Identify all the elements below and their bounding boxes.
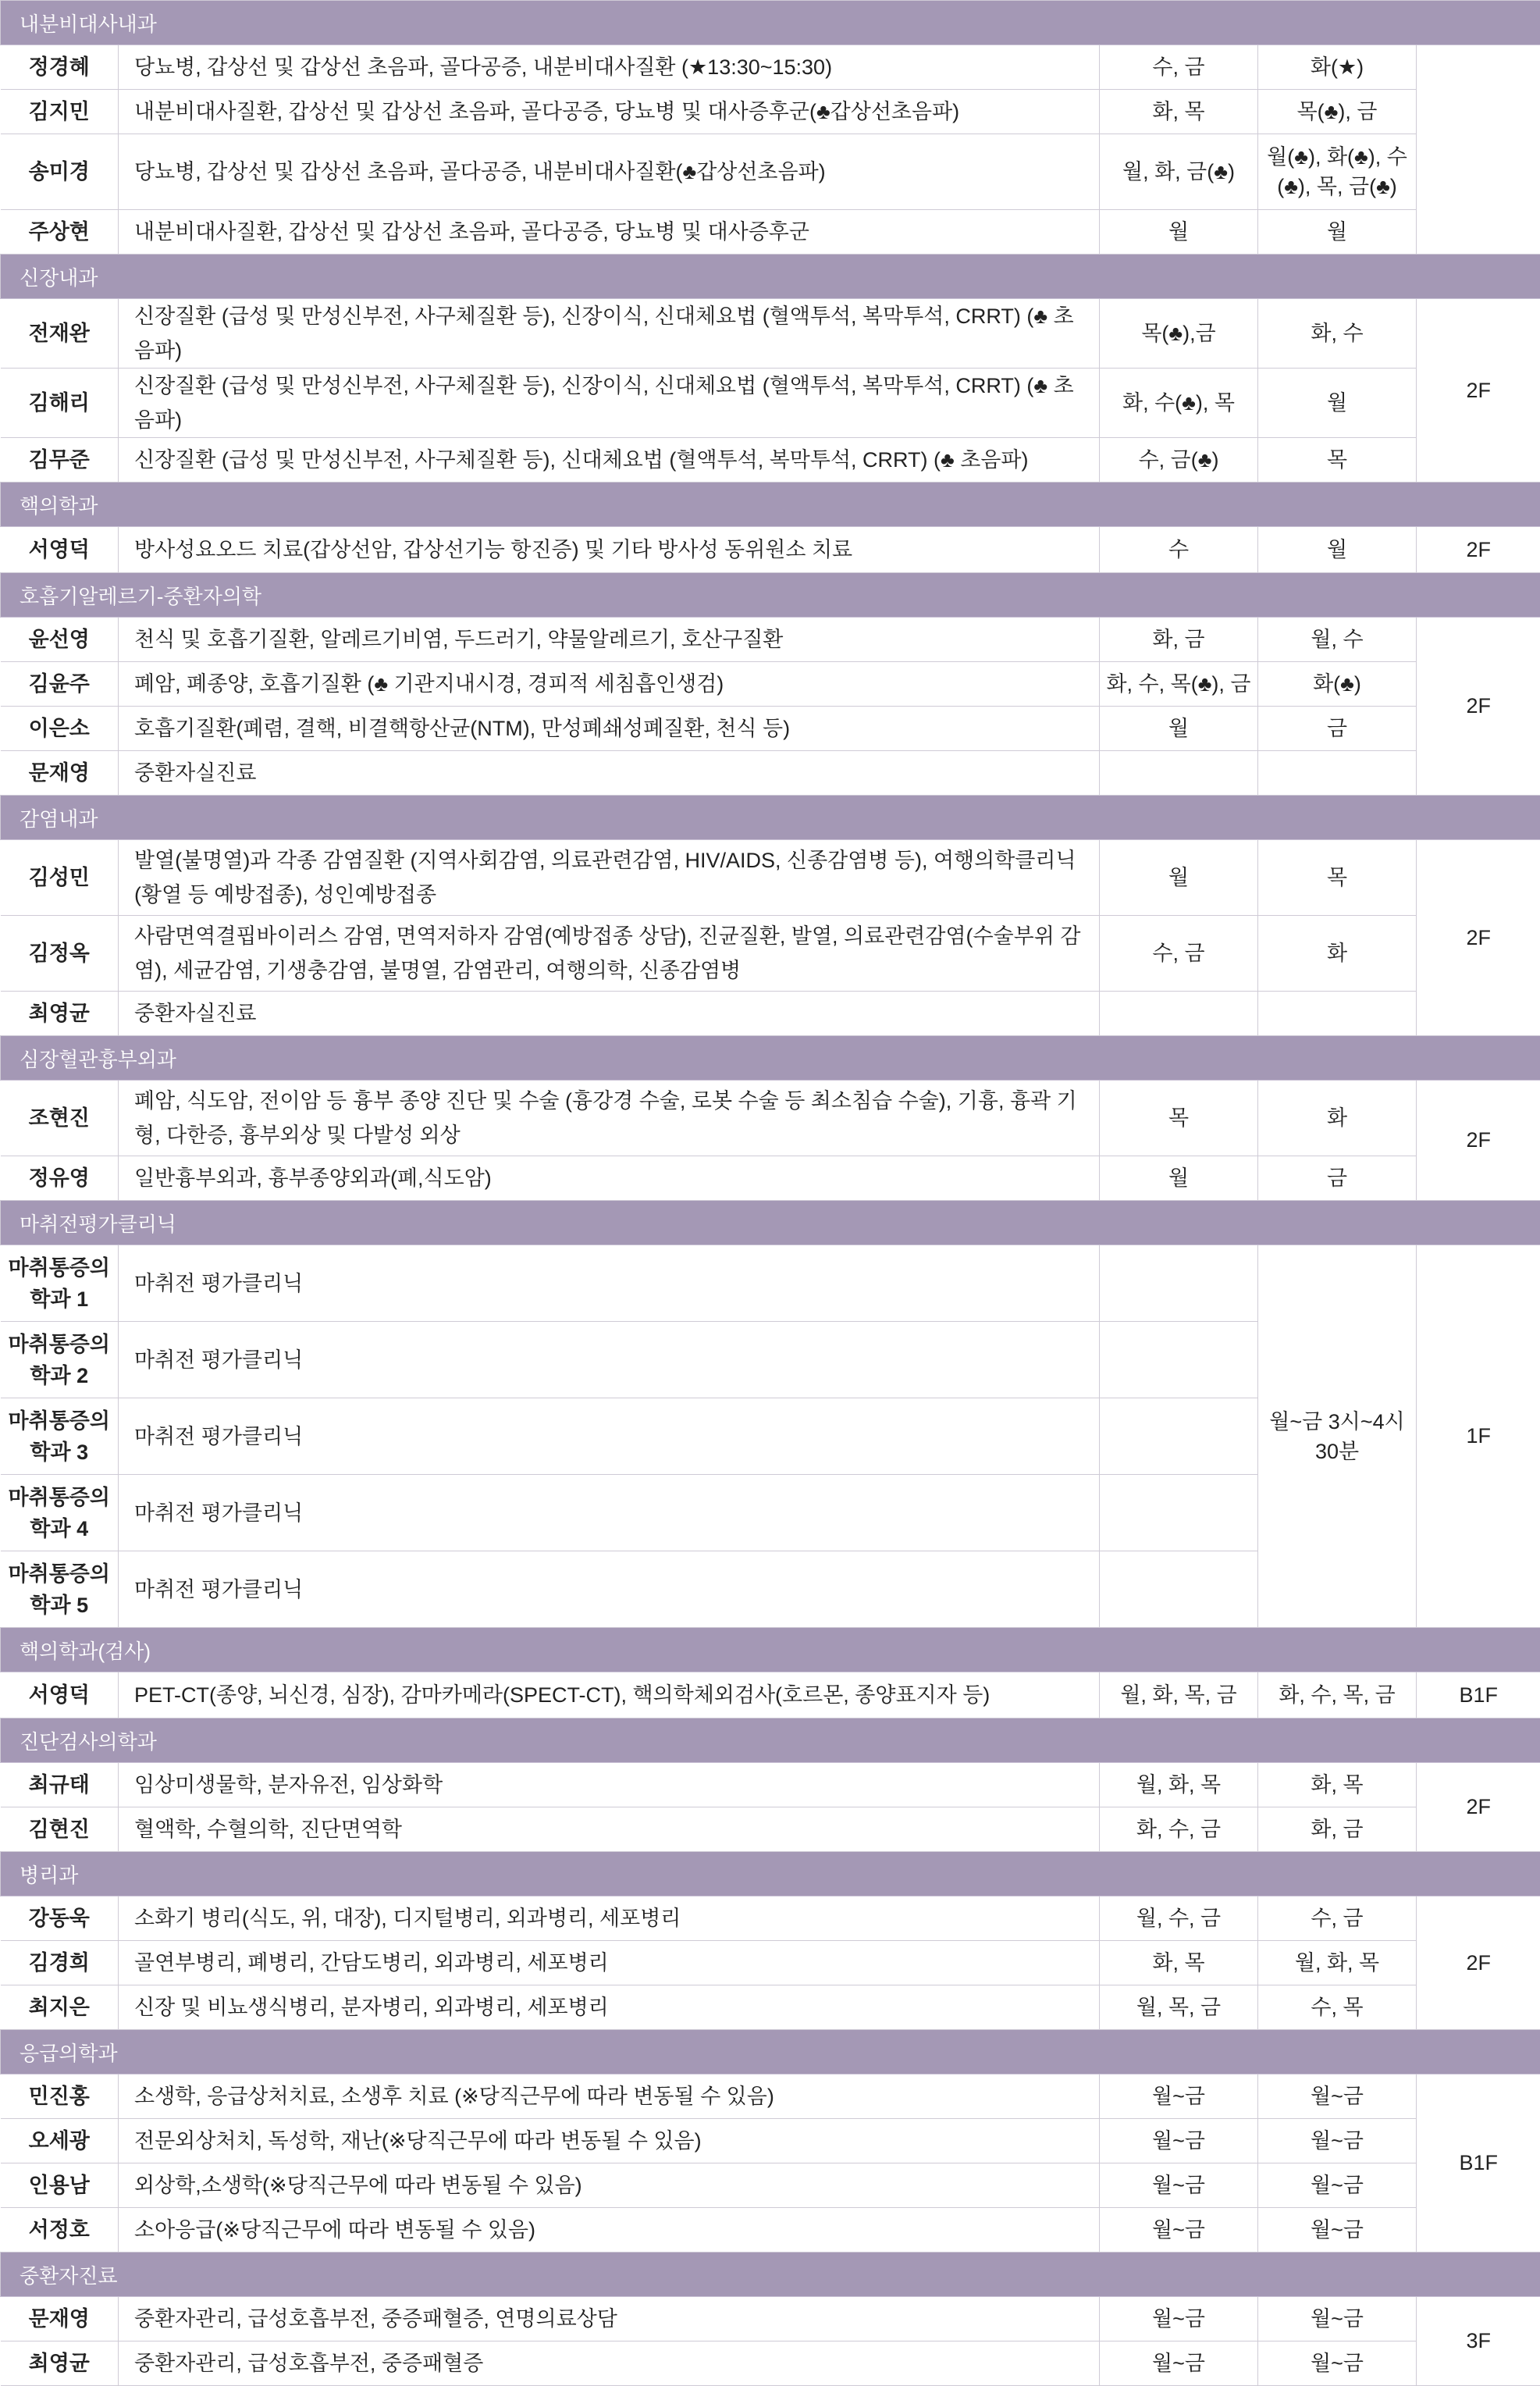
specialty: 일반흉부외과, 흉부종양외과(폐,식도암): [119, 1156, 1100, 1201]
dept-title: 병리과: [1, 1852, 1540, 1896]
table-row: [1, 90, 1540, 134]
doctor-name: 이은소: [1, 707, 119, 751]
doctor-name: 문재영: [1, 751, 119, 796]
specialty: 내분비대사질환, 갑상선 및 갑상선 초음파, 골다공증, 당뇨병 및 대사증후군(♣갑상선초음파): [119, 90, 1100, 134]
dept-title: 핵의학과: [1, 483, 1540, 527]
am-schedule: [1100, 1245, 1258, 1322]
table-row: [1, 751, 1540, 796]
doctor-name: 민진홍: [1, 2074, 119, 2119]
table-row: [1, 299, 1540, 369]
pm-schedule: 월, 화, 목: [1258, 1941, 1417, 1985]
table-row: [1, 134, 1540, 210]
location: 2F: [1417, 527, 1540, 573]
specialty: 중환자관리, 급성호흡부전, 중증패혈증, 연명의료상담: [119, 2297, 1100, 2341]
specialty: 방사성요오드 치료(갑상선암, 갑상선기능 항진증) 및 기타 방사성 동위원소 치료: [119, 527, 1100, 573]
pm-schedule: 월~금 3시~4시 30분: [1258, 1245, 1417, 1628]
table-row: [1, 2208, 1540, 2252]
am-schedule: 월~금: [1100, 2163, 1258, 2208]
doctor-name: 송미경: [1, 134, 119, 210]
am-schedule: 월~금: [1100, 2297, 1258, 2341]
specialty: 혈액학, 수혈의학, 진단면역학: [119, 1807, 1100, 1852]
am-schedule: 월: [1100, 707, 1258, 751]
table-row: [1, 2119, 1540, 2163]
am-schedule: 목: [1100, 1081, 1258, 1156]
doctor-name: 정경혜: [1, 45, 119, 90]
dept-header-endocrinology: [1, 1, 1540, 45]
pm-schedule: 금: [1258, 1156, 1417, 1201]
am-schedule: 화, 수, 목(♣), 금: [1100, 662, 1258, 707]
doctor-name: 마취통증의학과 3: [1, 1398, 119, 1475]
pm-schedule: 수, 금: [1258, 1896, 1417, 1941]
pm-schedule: 화, 목: [1258, 1763, 1417, 1807]
doctor-name: 김경희: [1, 1941, 119, 1985]
dept-title: 핵의학과(검사): [1, 1628, 1540, 1672]
pm-schedule: 화, 금: [1258, 1807, 1417, 1852]
am-schedule: 화, 수, 금: [1100, 1807, 1258, 1852]
specialty: 사람면역결핍바이러스 감염, 면역저하자 감염(예방접종 상담), 진균질환, 발열, 의료관련감염(수술부위 감염), 세균감염, 기생충감염, 불명열, 감염관리, 여행의학, 신종감염병: [119, 916, 1100, 992]
specialty: 소생학, 응급상처치료, 소생후 치료 (※당직근무에 따라 변동될 수 있음): [119, 2074, 1100, 2119]
doctor-name: 김현진: [1, 1807, 119, 1852]
specialty: 마취전 평가클리닉: [119, 1475, 1100, 1551]
dept-header-pathology: [1, 1852, 1540, 1896]
am-schedule: 수, 금: [1100, 916, 1258, 992]
am-schedule: 화, 수(♣), 목: [1100, 369, 1258, 438]
doctor-name: 문재영: [1, 2297, 119, 2341]
doctor-name: 마취통증의학과 4: [1, 1475, 119, 1551]
pm-schedule: 월~금: [1258, 2341, 1417, 2386]
pm-schedule: 목(♣), 금: [1258, 90, 1417, 134]
am-schedule: 월: [1100, 210, 1258, 255]
doctor-name: 김성민: [1, 840, 119, 916]
am-schedule: 월, 목, 금: [1100, 1985, 1258, 2030]
dept-header-laboratory-medicine: [1, 1718, 1540, 1763]
doctor-name: 서영덕: [1, 527, 119, 573]
doctor-name: 마취통증의학과 2: [1, 1322, 119, 1398]
specialty: 당뇨병, 갑상선 및 갑상선 초음파, 골다공증, 내분비대사질환 (★13:30~15:30): [119, 45, 1100, 90]
specialty: 임상미생물학, 분자유전, 임상화학: [119, 1763, 1100, 1807]
table-row: [1, 45, 1540, 90]
am-schedule: [1100, 1551, 1258, 1628]
am-schedule: 화, 목: [1100, 1941, 1258, 1985]
specialty: 전문외상처치, 독성학, 재난(※당직근무에 따라 변동될 수 있음): [119, 2119, 1100, 2163]
am-schedule: [1100, 1398, 1258, 1475]
dept-header-nephrology: [1, 255, 1540, 299]
doctor-name: 최영균: [1, 992, 119, 1036]
specialty: 발열(불명열)과 각종 감염질환 (지역사회감염, 의료관련감염, HIV/AIDS, 신종감염병 등), 여행의학클리닉 (황열 등 예방접종), 성인예방접종: [119, 840, 1100, 916]
specialty: 신장질환 (급성 및 만성신부전, 사구체질환 등), 신장이식, 신대체요법 (혈액투석, 복막투석, CRRT) (♣ 초음파): [119, 299, 1100, 369]
specialty: 폐암, 폐종양, 호흡기질환 (♣ 기관지내시경, 경피적 세침흡인생검): [119, 662, 1100, 707]
am-schedule: 월: [1100, 840, 1258, 916]
pm-schedule: 화(★): [1258, 45, 1417, 90]
specialty: 호흡기질환(폐렴, 결핵, 비결핵항산균(NTM), 만성폐쇄성폐질환, 천식 등): [119, 707, 1100, 751]
doctor-name: 서영덕: [1, 1672, 119, 1718]
pm-schedule: 월~금: [1258, 2074, 1417, 2119]
doctor-name: 최지은: [1, 1985, 119, 2030]
doctor-name: 조현진: [1, 1081, 119, 1156]
pm-schedule: 월: [1258, 369, 1417, 438]
dept-header-critical-care: [1, 2252, 1540, 2297]
dept-title: 마취전평가클리닉: [1, 1201, 1540, 1245]
dept-header-nuclear-medicine: [1, 483, 1540, 527]
doctor-name: 최영균: [1, 2341, 119, 2386]
table-row: [1, 1807, 1540, 1852]
specialty: 중환자실진료: [119, 751, 1100, 796]
location: 2F: [1417, 1896, 1540, 2030]
pm-schedule: 월~금: [1258, 2119, 1417, 2163]
location: 2F: [1417, 618, 1540, 796]
dept-title: 내분비대사내과: [1, 1, 1540, 45]
am-schedule: 월: [1100, 1156, 1258, 1201]
table-row: [1, 707, 1540, 751]
table-row: [1, 1672, 1540, 1718]
specialty: 마취전 평가클리닉: [119, 1551, 1100, 1628]
pm-schedule: 월~금: [1258, 2163, 1417, 2208]
pm-schedule: 월~금: [1258, 2297, 1417, 2341]
table-row: [1, 916, 1540, 992]
doctor-name: 전재완: [1, 299, 119, 369]
location: 2F: [1417, 299, 1540, 483]
am-schedule: [1100, 1475, 1258, 1551]
specialty: 마취전 평가클리닉: [119, 1322, 1100, 1398]
pm-schedule: 목: [1258, 840, 1417, 916]
am-schedule: 월~금: [1100, 2208, 1258, 2252]
table-row: [1, 1156, 1540, 1201]
am-schedule: [1100, 992, 1258, 1036]
location: 3F: [1417, 2297, 1540, 2386]
location: 2F: [1417, 1763, 1540, 1852]
specialty: 당뇨병, 갑상선 및 갑상선 초음파, 골다공증, 내분비대사질환(♣갑상선초음파): [119, 134, 1100, 210]
pm-schedule: 화: [1258, 916, 1417, 992]
location: [1417, 45, 1540, 255]
doctor-name: 최규태: [1, 1763, 119, 1807]
pm-schedule: 월, 수: [1258, 618, 1417, 662]
doctor-name: 마취통증의학과 5: [1, 1551, 119, 1628]
specialty: 소아응급(※당직근무에 따라 변동될 수 있음): [119, 2208, 1100, 2252]
doctor-name: 김무준: [1, 438, 119, 483]
table-row: [1, 840, 1540, 916]
table-row: [1, 438, 1540, 483]
table-row: [1, 1941, 1540, 1985]
dept-title: 감염내과: [1, 796, 1540, 840]
doctor-name: 서정호: [1, 2208, 119, 2252]
doctor-name: 윤선영: [1, 618, 119, 662]
specialty: 신장질환 (급성 및 만성신부전, 사구체질환 등), 신대체요법 (혈액투석, 복막투석, CRRT) (♣ 초음파): [119, 438, 1100, 483]
pm-schedule: 화: [1258, 1081, 1417, 1156]
specialty: PET-CT(종양, 뇌신경, 심장), 감마카메라(SPECT-CT), 핵의학체외검사(호르몬, 종양표지자 등): [119, 1672, 1100, 1718]
doctor-name: 김해리: [1, 369, 119, 438]
pm-schedule: 수, 목: [1258, 1985, 1417, 2030]
pm-schedule: 목: [1258, 438, 1417, 483]
dept-title: 응급의학과: [1, 2030, 1540, 2074]
specialty: 소화기 병리(식도, 위, 대장), 디지털병리, 외과병리, 세포병리: [119, 1896, 1100, 1941]
am-schedule: 월, 화, 목: [1100, 1763, 1258, 1807]
doctor-name: 김정옥: [1, 916, 119, 992]
specialty: 중환자실진료: [119, 992, 1100, 1036]
table-row: [1, 2163, 1540, 2208]
pm-schedule: 월: [1258, 527, 1417, 573]
am-schedule: 화, 목: [1100, 90, 1258, 134]
doctor-name: 강동욱: [1, 1896, 119, 1941]
specialty: 폐암, 식도암, 전이암 등 흉부 종양 진단 및 수술 (흉강경 수술, 로봇 수술 등 최소침습 수술), 기흉, 흉곽 기형, 다한증, 흉부외상 및 다발성 외상: [119, 1081, 1100, 1156]
table-row: [1, 1763, 1540, 1807]
pm-schedule: 월(♣), 화(♣), 수(♣), 목, 금(♣): [1258, 134, 1417, 210]
table-row: [1, 662, 1540, 707]
dept-title: 심장혈관흉부외과: [1, 1036, 1540, 1081]
am-schedule: 월~금: [1100, 2119, 1258, 2163]
specialty: 외상학,소생학(※당직근무에 따라 변동될 수 있음): [119, 2163, 1100, 2208]
location: 1F: [1417, 1245, 1540, 1628]
doctor-name: 김윤주: [1, 662, 119, 707]
doctor-name: 김지민: [1, 90, 119, 134]
pm-schedule: 화(♣): [1258, 662, 1417, 707]
pm-schedule: 월: [1258, 210, 1417, 255]
am-schedule: 목(♣),금: [1100, 299, 1258, 369]
am-schedule: [1100, 1322, 1258, 1398]
table-row: [1, 210, 1540, 255]
table-row: [1, 1985, 1540, 2030]
location: 2F: [1417, 840, 1540, 1036]
dept-header-pulmonology: [1, 573, 1540, 618]
table-row: [1, 618, 1540, 662]
dept-header-emergency-medicine: [1, 2030, 1540, 2074]
am-schedule: 월~금: [1100, 2074, 1258, 2119]
table-row: [1, 2297, 1540, 2341]
doctor-name: 인용남: [1, 2163, 119, 2208]
specialty: 천식 및 호흡기질환, 알레르기비염, 두드러기, 약물알레르기, 호산구질환: [119, 618, 1100, 662]
pm-schedule: [1258, 751, 1417, 796]
table-row: [1, 2074, 1540, 2119]
doctor-name: 마취통증의학과 1: [1, 1245, 119, 1322]
dept-header-nuclear-medicine-exam: [1, 1628, 1540, 1672]
specialty: 신장질환 (급성 및 만성신부전, 사구체질환 등), 신장이식, 신대체요법 (혈액투석, 복막투석, CRRT) (♣ 초음파): [119, 369, 1100, 438]
location: B1F: [1417, 2074, 1540, 2252]
doctor-name: 주상현: [1, 210, 119, 255]
pm-schedule: 화, 수, 목, 금: [1258, 1672, 1417, 1718]
am-schedule: 수, 금: [1100, 45, 1258, 90]
table-row: [1, 527, 1540, 573]
am-schedule: 월, 화, 금(♣): [1100, 134, 1258, 210]
specialty: 골연부병리, 폐병리, 간담도병리, 외과병리, 세포병리: [119, 1941, 1100, 1985]
am-schedule: 월~금: [1100, 2341, 1258, 2386]
pm-schedule: 화, 수: [1258, 299, 1417, 369]
location: 2F: [1417, 1081, 1540, 1201]
pm-schedule: 금: [1258, 707, 1417, 751]
am-schedule: 화, 금: [1100, 618, 1258, 662]
specialty: 마취전 평가클리닉: [119, 1398, 1100, 1475]
table-row: [1, 1081, 1540, 1156]
dept-header-preanesthesia: [1, 1201, 1540, 1245]
dept-header-thoracic-surgery: [1, 1036, 1540, 1081]
dept-title: 중환자진료: [1, 2252, 1540, 2297]
specialty: 중환자관리, 급성호흡부전, 중증패혈증: [119, 2341, 1100, 2386]
am-schedule: [1100, 751, 1258, 796]
dept-title: 신장내과: [1, 255, 1540, 299]
table-row: [1, 1896, 1540, 1941]
dept-title: 진단검사의학과: [1, 1718, 1540, 1763]
am-schedule: 월, 수, 금: [1100, 1896, 1258, 1941]
table-row: [1, 992, 1540, 1036]
location: B1F: [1417, 1672, 1540, 1718]
table-row: [1, 1245, 1540, 1322]
am-schedule: 수: [1100, 527, 1258, 573]
doctor-name: 오세광: [1, 2119, 119, 2163]
pm-schedule: [1258, 992, 1417, 1036]
specialty: 신장 및 비뇨생식병리, 분자병리, 외과병리, 세포병리: [119, 1985, 1100, 2030]
table-row: [1, 2341, 1540, 2386]
pm-schedule: 월~금: [1258, 2208, 1417, 2252]
am-schedule: 월, 화, 목, 금: [1100, 1672, 1258, 1718]
doctor-name: 정유영: [1, 1156, 119, 1201]
dept-title: 호흡기알레르기-중환자의학: [1, 573, 1540, 618]
am-schedule: 수, 금(♣): [1100, 438, 1258, 483]
specialty: 마취전 평가클리닉: [119, 1245, 1100, 1322]
table-row: [1, 369, 1540, 438]
specialty: 내분비대사질환, 갑상선 및 갑상선 초음파, 골다공증, 당뇨병 및 대사증후군: [119, 210, 1100, 255]
dept-header-infectious-disease: [1, 796, 1540, 840]
